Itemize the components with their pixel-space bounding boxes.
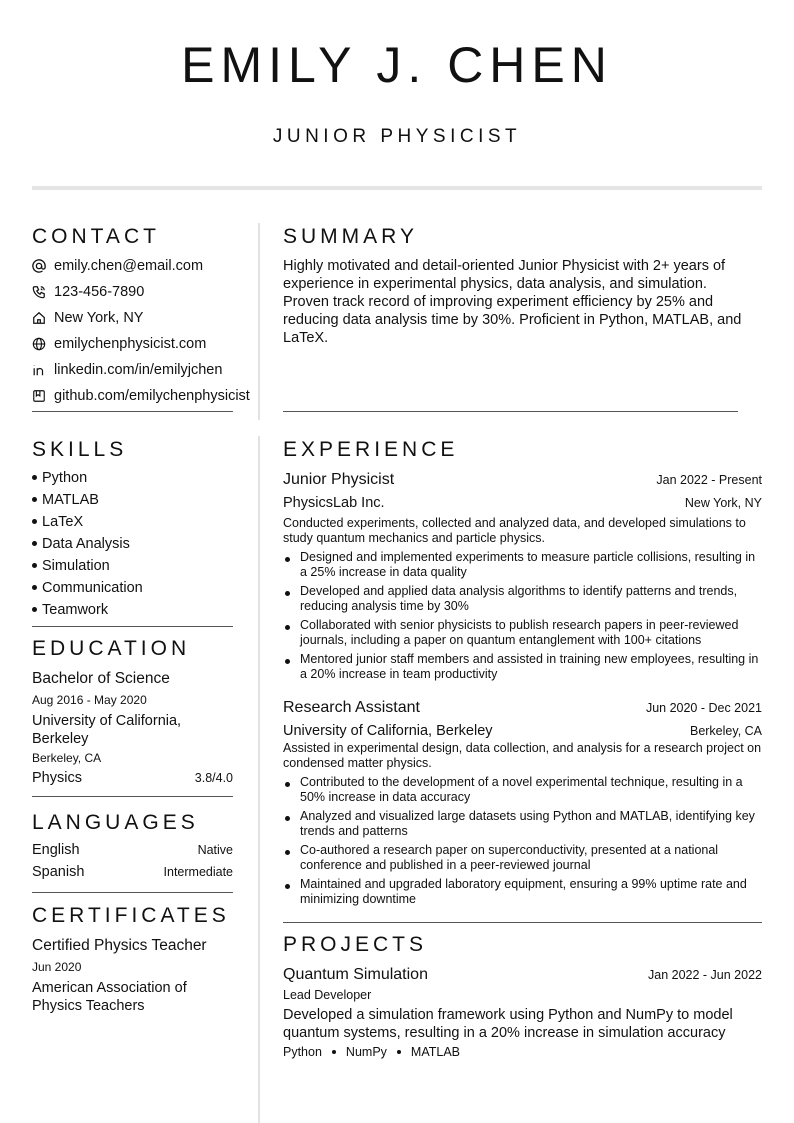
job-dates: Jun 2020 - Dec 2021 — [645, 701, 762, 715]
education-section — [32, 636, 233, 797]
skills-section — [32, 437, 233, 627]
contact-location — [32, 305, 233, 331]
language-row: Spanish Intermediate — [32, 864, 233, 880]
experience-divider — [283, 922, 762, 923]
contact-linkedin-text: linkedin.com/in/emilyjchen — [54, 362, 223, 378]
skill-item: Communication — [32, 577, 233, 599]
skill-item: LaTeX — [32, 511, 233, 533]
education-field: Physics — [32, 770, 82, 786]
job-bullet: Collaborated with senior physicists to publish research papers in peer-reviewed journals, including a paper on quantum entanglement with 100+ citations — [283, 618, 762, 648]
job-role: Junior Physicist — [283, 471, 395, 488]
contact-website-text: emilychenphysicist.com — [54, 336, 207, 352]
phone-icon — [32, 285, 46, 299]
contact-heading: CONTACT — [32, 225, 160, 248]
skill-item: MATLAB — [32, 489, 233, 511]
education-field-row — [32, 770, 233, 786]
certificates-section — [32, 903, 233, 1015]
project-dates: Jan 2022 - Jun 2022 — [648, 968, 762, 982]
job-location: New York, NY — [684, 496, 762, 510]
contact-website[interactable] — [32, 331, 233, 357]
summary-text: Highly motivated and detail-oriented Junior Physicist with 2+ years of experience in experimental physics, data analysis, and simulation. Proven track record of improving experiment efficiency by 25% and reducing data analysis time by 30%. Proficient in Python, MATLAB, and LaTeX. — [283, 258, 742, 346]
contact-github-text: github.com/emilychenphysicist — [54, 388, 250, 404]
summary-divider — [283, 411, 738, 412]
summary-section — [283, 224, 762, 347]
home-icon — [32, 311, 46, 325]
experience-heading: EXPERIENCE — [283, 438, 459, 461]
tech-item: Python — [283, 1045, 322, 1059]
contact-email-text: emily.chen@email.com — [54, 258, 204, 274]
experience-section — [283, 437, 762, 907]
education-dates: Aug 2016 - May 2020 — [32, 693, 147, 707]
summary-heading: SUMMARY — [283, 225, 418, 248]
job-entry — [283, 470, 762, 682]
job-bullet: Maintained and upgraded laboratory equipment, ensuring a 99% uptime rate and minimizing downtime — [283, 877, 762, 907]
projects-section — [283, 932, 762, 1059]
job-dates: Jan 2022 - Present — [656, 473, 762, 487]
job-role: Research Assistant — [283, 699, 420, 716]
job-bullet: Analyzed and visualized large datasets using Python and MATLAB, identifying key trends and patterns — [283, 809, 762, 839]
job-company: University of California, Berkeley — [283, 723, 493, 739]
header-divider — [32, 186, 762, 190]
job-entry — [283, 698, 762, 907]
contact-github[interactable] — [32, 383, 250, 409]
resume-title: JUNIOR PHYSICIST — [272, 126, 522, 147]
certificate-issuer: American Association of Physics Teachers — [32, 980, 187, 1014]
contact-linkedin[interactable] — [32, 357, 233, 383]
project-tech-list — [283, 1045, 762, 1059]
education-degree: Bachelor of Science — [32, 670, 170, 687]
contact-divider — [32, 411, 233, 412]
job-bullet: Co-authored a research paper on superconductivity, presented at a national conference and published in a peer-reviewed journal — [283, 843, 762, 873]
job-bullet: Mentored junior staff members and assisted in training new employees, resulting in a 20% increase in team productivity — [283, 652, 762, 682]
languages-heading: LANGUAGES — [32, 811, 199, 834]
contact-email[interactable] — [32, 253, 233, 279]
at-icon — [32, 259, 46, 273]
education-gpa: 3.8/4.0 — [194, 771, 233, 785]
job-description: Assisted in experimental design, data collection, and analysis for a research project on condensed matter physics. — [283, 741, 762, 770]
education-location: Berkeley, CA — [32, 751, 102, 765]
certificate-date: Jun 2020 — [32, 960, 82, 974]
education-school: University of California, Berkeley — [32, 713, 182, 747]
job-bullet: Contributed to the development of a novel experimental technique, resulting in a 50% increase in data accuracy — [283, 775, 762, 805]
contact-section — [32, 224, 250, 412]
project-role: Lead Developer — [283, 988, 372, 1002]
education-heading: EDUCATION — [32, 637, 191, 660]
globe-icon — [32, 337, 46, 351]
tech-item: MATLAB — [410, 1045, 460, 1059]
job-location: Berkeley, CA — [689, 724, 762, 738]
projects-heading: PROJECTS — [283, 933, 428, 956]
job-description: Conducted experiments, collected and analyzed data, and developed simulations to study quantum mechanics and particle physics. — [283, 516, 746, 545]
skill-item: Data Analysis — [32, 533, 233, 555]
certificate-name: Certified Physics Teacher — [32, 937, 207, 954]
contact-phone-text: 123-456-7890 — [54, 284, 145, 300]
project-description: Developed a simulation framework using Python and NumPy to model quantum systems, resulting in a 20% increase in simulation accuracy — [283, 1007, 733, 1041]
column-divider — [258, 436, 260, 1123]
contact-location-text: New York, NY — [54, 310, 144, 326]
linkedin-icon — [32, 363, 46, 377]
skill-item: Python — [32, 467, 233, 489]
skill-item: Teamwork — [32, 599, 233, 621]
skills-heading: SKILLS — [32, 438, 128, 461]
language-row: English Native — [32, 842, 233, 858]
column-divider — [258, 223, 260, 420]
tech-item: NumPy — [345, 1045, 387, 1059]
resume-name: EMILY J. CHEN — [181, 37, 613, 93]
languages-section — [32, 810, 233, 893]
job-company: PhysicsLab Inc. — [283, 495, 385, 511]
job-bullet: Designed and implemented experiments to measure particle collisions, resulting in a 25% increase in data quality — [283, 550, 762, 580]
skills-divider — [32, 626, 233, 627]
contact-phone[interactable] — [32, 279, 233, 305]
project-name: Quantum Simulation — [283, 966, 428, 983]
certificates-heading: CERTIFICATES — [32, 904, 230, 927]
education-divider — [32, 796, 233, 797]
languages-divider — [32, 892, 233, 893]
job-bullet: Developed and applied data analysis algorithms to identify patterns and trends, reducing analysis time by 30% — [283, 584, 762, 614]
skill-item: Simulation — [32, 555, 233, 577]
github-icon — [32, 389, 46, 403]
